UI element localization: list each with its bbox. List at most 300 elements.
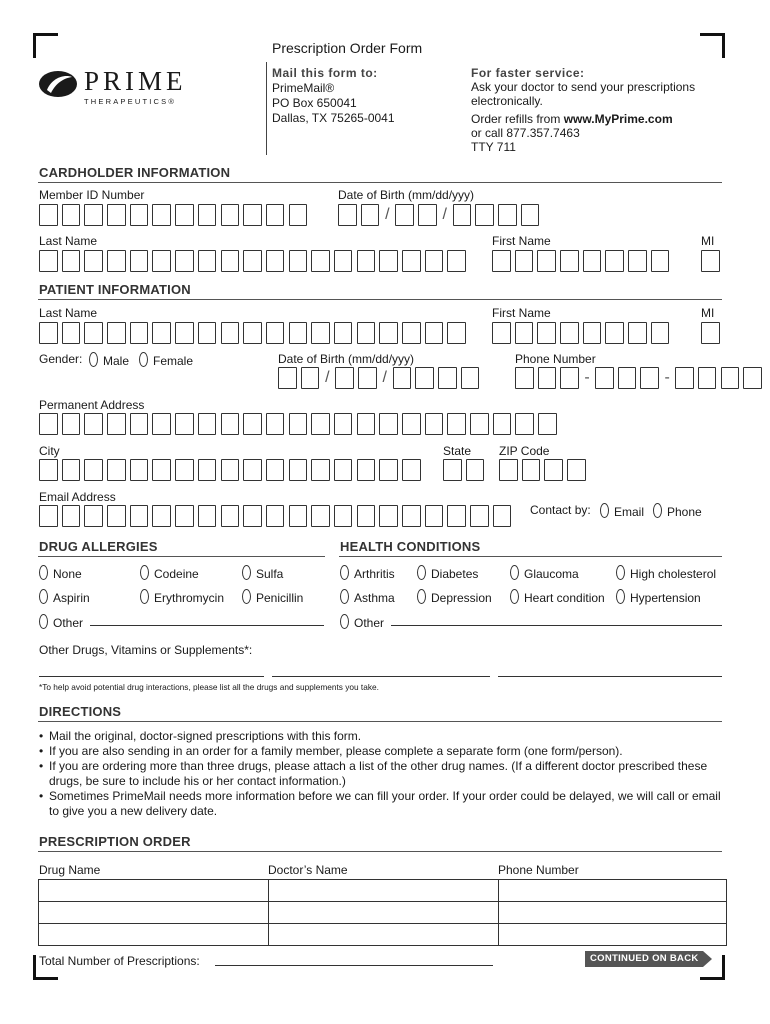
section-rule: [339, 556, 722, 557]
char-box[interactable]: [62, 413, 81, 435]
char-box[interactable]: [379, 505, 398, 527]
char-box[interactable]: [84, 505, 103, 527]
char-box[interactable]: [628, 250, 647, 272]
total-prescriptions-label: Total Number of Prescriptions:: [39, 954, 200, 968]
char-box[interactable]: [560, 367, 579, 389]
char-box[interactable]: [402, 459, 421, 481]
contact-phone-option[interactable]: [653, 503, 702, 519]
option-label: Penicillin: [256, 591, 304, 605]
char-box[interactable]: [289, 204, 308, 226]
city-boxes[interactable]: [39, 459, 425, 481]
char-box[interactable]: [447, 322, 466, 344]
char-box[interactable]: [357, 322, 376, 344]
char-box[interactable]: [311, 322, 330, 344]
char-box[interactable]: [266, 322, 285, 344]
state-label: State: [443, 444, 472, 458]
char-box[interactable]: [175, 322, 194, 344]
corner-mark-top-left: [33, 33, 58, 58]
char-box[interactable]: [475, 204, 494, 226]
char-box[interactable]: [289, 322, 308, 344]
phone-number-cell[interactable]: [499, 880, 727, 902]
cardholder-first-name-boxes[interactable]: [492, 250, 674, 272]
email-boxes[interactable]: [39, 505, 515, 527]
char-box[interactable]: [493, 413, 512, 435]
condition-depression[interactable]: [417, 589, 492, 605]
char-box[interactable]: [402, 250, 421, 272]
char-box[interactable]: [338, 204, 357, 226]
char-box[interactable]: [39, 505, 58, 527]
char-box[interactable]: [243, 322, 262, 344]
char-box[interactable]: [493, 505, 512, 527]
char-box[interactable]: [278, 367, 297, 389]
char-box[interactable]: [560, 322, 579, 344]
prescription-order-title: PRESCRIPTION ORDER: [39, 834, 191, 849]
mail-heading: Mail this form to:: [272, 66, 378, 80]
char-box[interactable]: [221, 413, 240, 435]
char-box[interactable]: [266, 505, 285, 527]
char-box[interactable]: [266, 250, 285, 272]
tty-line: TTY 711: [471, 140, 516, 154]
radio-icon[interactable]: [140, 565, 149, 580]
char-box[interactable]: [107, 322, 126, 344]
char-box[interactable]: [39, 459, 58, 481]
char-box[interactable]: [62, 505, 81, 527]
condition-other[interactable]: [340, 614, 384, 630]
radio-icon[interactable]: [417, 565, 426, 580]
radio-icon[interactable]: [510, 565, 519, 580]
condition-asthma[interactable]: [340, 589, 395, 605]
radio-icon[interactable]: [417, 589, 426, 604]
radio-icon[interactable]: [653, 503, 662, 518]
char-box[interactable]: [379, 413, 398, 435]
char-box[interactable]: [425, 322, 444, 344]
cardholder-mi-label: MI: [701, 234, 715, 248]
char-box[interactable]: [675, 367, 694, 389]
char-box[interactable]: [515, 322, 534, 344]
patient-dob-boxes[interactable]: [278, 367, 484, 389]
char-box[interactable]: [453, 204, 472, 226]
char-box[interactable]: [198, 413, 217, 435]
allergy-codeine[interactable]: [140, 565, 199, 581]
char-box[interactable]: [289, 250, 308, 272]
char-box[interactable]: [198, 459, 217, 481]
char-box[interactable]: [402, 505, 421, 527]
char-box[interactable]: [221, 459, 240, 481]
char-box[interactable]: [311, 459, 330, 481]
refill-line: [471, 112, 695, 126]
char-box[interactable]: [447, 250, 466, 272]
phone-boxes[interactable]: [515, 367, 766, 389]
char-box[interactable]: [62, 250, 81, 272]
char-box[interactable]: [447, 505, 466, 527]
condition-arthritis[interactable]: [340, 565, 395, 581]
char-box[interactable]: [595, 367, 614, 389]
char-box[interactable]: [425, 505, 444, 527]
state-boxes[interactable]: [443, 459, 488, 481]
cardholder-dob-label: Date of Birth (mm/dd/yyy): [338, 188, 475, 202]
char-box[interactable]: [544, 459, 563, 481]
char-box[interactable]: [266, 204, 285, 226]
char-box[interactable]: [311, 413, 330, 435]
option-label: Erythromycin: [154, 591, 225, 605]
radio-icon[interactable]: [242, 589, 251, 604]
char-box[interactable]: [198, 204, 217, 226]
char-box[interactable]: [289, 413, 308, 435]
char-box[interactable]: [447, 413, 466, 435]
section-rule: [38, 721, 722, 722]
char-box[interactable]: [107, 250, 126, 272]
option-label: Aspirin: [53, 591, 90, 605]
health-conditions-title: HEALTH CONDITIONS: [340, 539, 481, 554]
radio-icon[interactable]: [139, 352, 148, 367]
char-box[interactable]: [357, 250, 376, 272]
drug-name-cell[interactable]: [39, 880, 269, 902]
service-text: electronically.: [471, 94, 543, 108]
other-drugs-line[interactable]: [39, 676, 264, 677]
char-box[interactable]: [84, 413, 103, 435]
char-box[interactable]: [521, 204, 540, 226]
doctor-name-cell[interactable]: [269, 902, 499, 924]
doctor-name-cell[interactable]: [269, 924, 499, 946]
option-label: High cholesterol: [630, 567, 717, 581]
option-label: Other: [53, 616, 84, 630]
radio-icon[interactable]: [616, 589, 625, 604]
header-divider: [266, 62, 267, 155]
char-box[interactable]: [107, 459, 126, 481]
radio-icon[interactable]: [39, 589, 48, 604]
char-box[interactable]: [301, 367, 320, 389]
char-box[interactable]: [492, 250, 511, 272]
directions-title: DIRECTIONS: [39, 704, 122, 719]
char-box[interactable]: [334, 250, 353, 272]
option-label: Glaucoma: [524, 567, 579, 581]
char-box[interactable]: [84, 322, 103, 344]
char-box[interactable]: [402, 322, 421, 344]
drug-name-cell[interactable]: [39, 902, 269, 924]
char-box[interactable]: [402, 413, 421, 435]
member-id-boxes[interactable]: [39, 204, 311, 226]
char-box[interactable]: [498, 204, 517, 226]
allergy-penicillin[interactable]: [242, 589, 303, 605]
char-box[interactable]: [130, 505, 149, 527]
cardholder-dob-boxes[interactable]: [338, 204, 544, 226]
char-box[interactable]: [130, 204, 149, 226]
char-box[interactable]: [560, 250, 579, 272]
char-box[interactable]: [221, 204, 240, 226]
direction-item: • Mail the original, doctor-signed prescriptions with this form.: [39, 729, 723, 744]
option-label: Email: [614, 505, 645, 519]
char-box[interactable]: [515, 413, 534, 435]
continued-text: CONTINUED ON BACK: [585, 951, 703, 967]
char-box[interactable]: [62, 459, 81, 481]
char-box[interactable]: [379, 459, 398, 481]
char-box[interactable]: [289, 459, 308, 481]
char-box[interactable]: [357, 505, 376, 527]
option-label: None: [53, 567, 82, 581]
char-box[interactable]: [628, 322, 647, 344]
radio-icon[interactable]: [39, 565, 48, 580]
city-label: City: [39, 444, 60, 458]
char-box[interactable]: [221, 250, 240, 272]
char-box[interactable]: [393, 367, 412, 389]
myprime-link[interactable]: www.MyPrime.com: [563, 112, 673, 126]
option-label: Asthma: [354, 591, 395, 605]
char-box[interactable]: [334, 505, 353, 527]
char-box[interactable]: [243, 413, 262, 435]
patient-mi-box[interactable]: [701, 322, 724, 344]
option-label: Diabetes: [431, 567, 479, 581]
service-heading: For faster service:: [471, 66, 585, 80]
char-box[interactable]: [358, 367, 377, 389]
char-box[interactable]: [84, 204, 103, 226]
char-box[interactable]: [175, 250, 194, 272]
email-label: Email Address: [39, 490, 116, 504]
phone-number-cell[interactable]: [499, 902, 727, 924]
cardholder-last-name-boxes[interactable]: [39, 250, 470, 272]
radio-icon[interactable]: [340, 589, 349, 604]
cardholder-mi-box[interactable]: [701, 250, 724, 272]
char-box[interactable]: [605, 250, 624, 272]
char-box[interactable]: [198, 322, 217, 344]
char-box[interactable]: [418, 204, 437, 226]
condition-other-line[interactable]: [391, 625, 722, 626]
char-box[interactable]: [107, 204, 126, 226]
char-box[interactable]: [618, 367, 637, 389]
separator: /: [442, 206, 447, 223]
char-box[interactable]: [698, 367, 717, 389]
char-box[interactable]: [515, 250, 534, 272]
allergy-erythromycin[interactable]: [140, 589, 224, 605]
char-box[interactable]: [443, 459, 462, 481]
section-rule: [38, 182, 722, 183]
prime-logo: [38, 66, 198, 111]
separator: /: [382, 369, 387, 386]
mail-line: PO Box 650041: [272, 96, 357, 110]
char-box[interactable]: [583, 250, 602, 272]
char-box[interactable]: [334, 322, 353, 344]
radio-icon[interactable]: [89, 352, 98, 367]
char-box[interactable]: [537, 322, 556, 344]
char-box[interactable]: [425, 413, 444, 435]
prescription-table: [38, 879, 727, 946]
char-box[interactable]: [39, 204, 58, 226]
condition-glaucoma[interactable]: [510, 565, 579, 581]
separator: -: [584, 369, 590, 386]
patient-last-name-label: Last Name: [39, 306, 98, 320]
char-box[interactable]: [461, 367, 480, 389]
patient-last-name-boxes[interactable]: [39, 322, 470, 344]
logo-subtitle: THERAPEUTICS®: [84, 97, 177, 106]
char-box[interactable]: [221, 322, 240, 344]
allergy-sulfa[interactable]: [242, 565, 283, 581]
service-text: Ask your doctor to send your prescriptions: [471, 80, 696, 94]
char-box[interactable]: [311, 505, 330, 527]
other-drugs-line[interactable]: [498, 676, 722, 677]
char-box[interactable]: [537, 250, 556, 272]
char-box[interactable]: [289, 505, 308, 527]
address-boxes[interactable]: [39, 413, 561, 435]
condition-diabetes[interactable]: [417, 565, 478, 581]
char-box[interactable]: [39, 413, 58, 435]
char-box[interactable]: [640, 367, 659, 389]
char-box[interactable]: [243, 250, 262, 272]
option-label: Other: [354, 616, 385, 630]
drug-name-cell[interactable]: [39, 924, 269, 946]
gender-female-option[interactable]: [139, 352, 193, 368]
radio-icon[interactable]: [340, 614, 349, 629]
char-box[interactable]: [538, 413, 557, 435]
phone-number-cell[interactable]: [499, 924, 727, 946]
char-box[interactable]: [175, 204, 194, 226]
char-box[interactable]: [152, 322, 171, 344]
char-box[interactable]: [357, 413, 376, 435]
char-box[interactable]: [743, 367, 762, 389]
char-box[interactable]: [243, 204, 262, 226]
char-box[interactable]: [221, 505, 240, 527]
char-box[interactable]: [567, 459, 586, 481]
char-box[interactable]: [395, 204, 414, 226]
condition-high-cholesterol[interactable]: [616, 565, 716, 581]
option-label: Depression: [431, 591, 492, 605]
patient-section-title: PATIENT INFORMATION: [39, 282, 191, 297]
char-box[interactable]: [515, 367, 534, 389]
condition-hypertension[interactable]: [616, 589, 701, 605]
char-box[interactable]: [39, 322, 58, 344]
char-box[interactable]: [243, 459, 262, 481]
radio-icon[interactable]: [510, 589, 519, 604]
char-box[interactable]: [470, 505, 489, 527]
char-box[interactable]: [243, 505, 262, 527]
radio-icon[interactable]: [39, 614, 48, 629]
char-box[interactable]: [84, 250, 103, 272]
mail-line: Dallas, TX 75265-0041: [272, 111, 395, 125]
radio-icon[interactable]: [140, 589, 149, 604]
char-box[interactable]: [651, 322, 670, 344]
other-drugs-label: Other Drugs, Vitamins or Supplements*:: [39, 643, 253, 657]
total-prescriptions-line[interactable]: [215, 965, 493, 966]
char-box[interactable]: [522, 459, 541, 481]
char-box[interactable]: [198, 250, 217, 272]
char-box[interactable]: [39, 250, 58, 272]
char-box[interactable]: [701, 322, 720, 344]
allergy-aspirin[interactable]: [39, 589, 90, 605]
allergy-none[interactable]: [39, 565, 82, 581]
gender-male-option[interactable]: [89, 352, 129, 368]
contact-email-option[interactable]: [600, 503, 644, 519]
char-box[interactable]: [84, 459, 103, 481]
char-box[interactable]: [130, 322, 149, 344]
service-block: [471, 66, 695, 154]
char-box[interactable]: [721, 367, 740, 389]
char-box[interactable]: [334, 413, 353, 435]
char-box[interactable]: [266, 413, 285, 435]
char-box[interactable]: [198, 505, 217, 527]
cardholder-section-title: CARDHOLDER INFORMATION: [39, 165, 231, 180]
char-box[interactable]: [334, 459, 353, 481]
char-box[interactable]: [62, 322, 81, 344]
char-box[interactable]: [311, 250, 330, 272]
char-box[interactable]: [175, 413, 194, 435]
patient-mi-label: MI: [701, 306, 715, 320]
char-box[interactable]: [175, 505, 194, 527]
separator: /: [385, 206, 390, 223]
char-box[interactable]: [379, 250, 398, 272]
option-label: Heart condition: [524, 591, 605, 605]
condition-heart[interactable]: [510, 589, 605, 605]
doctor-name-cell[interactable]: [269, 880, 499, 902]
other-drugs-line[interactable]: [272, 676, 490, 677]
radio-icon[interactable]: [600, 503, 609, 518]
form-title: Prescription Order Form: [272, 40, 423, 56]
section-rule: [38, 851, 722, 852]
col-phone-number: Phone Number: [498, 863, 579, 877]
char-box[interactable]: [438, 367, 457, 389]
direction-item: • If you are also sending in an order for a family member, please complete a separate form (one form/person).: [39, 744, 723, 759]
char-box[interactable]: [466, 459, 485, 481]
char-box[interactable]: [152, 250, 171, 272]
char-box[interactable]: [152, 204, 171, 226]
direction-item: • If you are ordering more than three drugs, please attach a list of the other drug names. (If a different doctor prescribed these drugs, be sure to include his or her contact information.): [39, 759, 723, 789]
char-box[interactable]: [605, 322, 624, 344]
char-box[interactable]: [357, 459, 376, 481]
char-box[interactable]: [492, 322, 511, 344]
arrow-right-icon: [703, 951, 712, 967]
char-box[interactable]: [130, 250, 149, 272]
direction-item: • Sometimes PrimeMail needs more information before we can fill your order. If your order could be delayed, we will call or email to give you a new delivery date.: [39, 789, 723, 819]
char-box[interactable]: [130, 459, 149, 481]
char-box[interactable]: [107, 505, 126, 527]
char-box[interactable]: [152, 413, 171, 435]
refill-text: Order refills from: [471, 112, 564, 126]
col-doctor-name: Doctor’s Name: [268, 863, 348, 877]
allergy-other-line[interactable]: [90, 625, 324, 626]
char-box[interactable]: [583, 322, 602, 344]
patient-dob-label: Date of Birth (mm/dd/yyy): [278, 352, 415, 366]
char-box[interactable]: [335, 367, 354, 389]
option-label: Codeine: [154, 567, 199, 581]
char-box[interactable]: [152, 505, 171, 527]
option-label: Male: [103, 354, 130, 368]
option-label: Hypertension: [630, 591, 701, 605]
patient-first-name-boxes[interactable]: [492, 322, 674, 344]
char-box[interactable]: [379, 322, 398, 344]
char-box[interactable]: [701, 250, 720, 272]
option-label: Arthritis: [354, 567, 395, 581]
contact-by-label: Contact by:: [530, 503, 591, 517]
char-box[interactable]: [130, 413, 149, 435]
cardholder-first-name-label: First Name: [492, 234, 551, 248]
logo-wordmark: PRIME: [84, 66, 187, 96]
char-box[interactable]: [361, 204, 380, 226]
char-box[interactable]: [499, 459, 518, 481]
radio-icon[interactable]: [340, 565, 349, 580]
continued-on-back-banner: [585, 951, 712, 967]
char-box[interactable]: [266, 459, 285, 481]
char-box[interactable]: [538, 367, 557, 389]
char-box[interactable]: [415, 367, 434, 389]
char-box[interactable]: [62, 204, 81, 226]
char-box[interactable]: [175, 459, 194, 481]
char-box[interactable]: [152, 459, 171, 481]
zip-boxes[interactable]: [499, 459, 590, 481]
char-box[interactable]: [107, 413, 126, 435]
allergy-other[interactable]: [39, 614, 83, 630]
char-box[interactable]: [651, 250, 670, 272]
char-box[interactable]: [425, 250, 444, 272]
radio-icon[interactable]: [616, 565, 625, 580]
radio-icon[interactable]: [242, 565, 251, 580]
char-box[interactable]: [470, 413, 489, 435]
